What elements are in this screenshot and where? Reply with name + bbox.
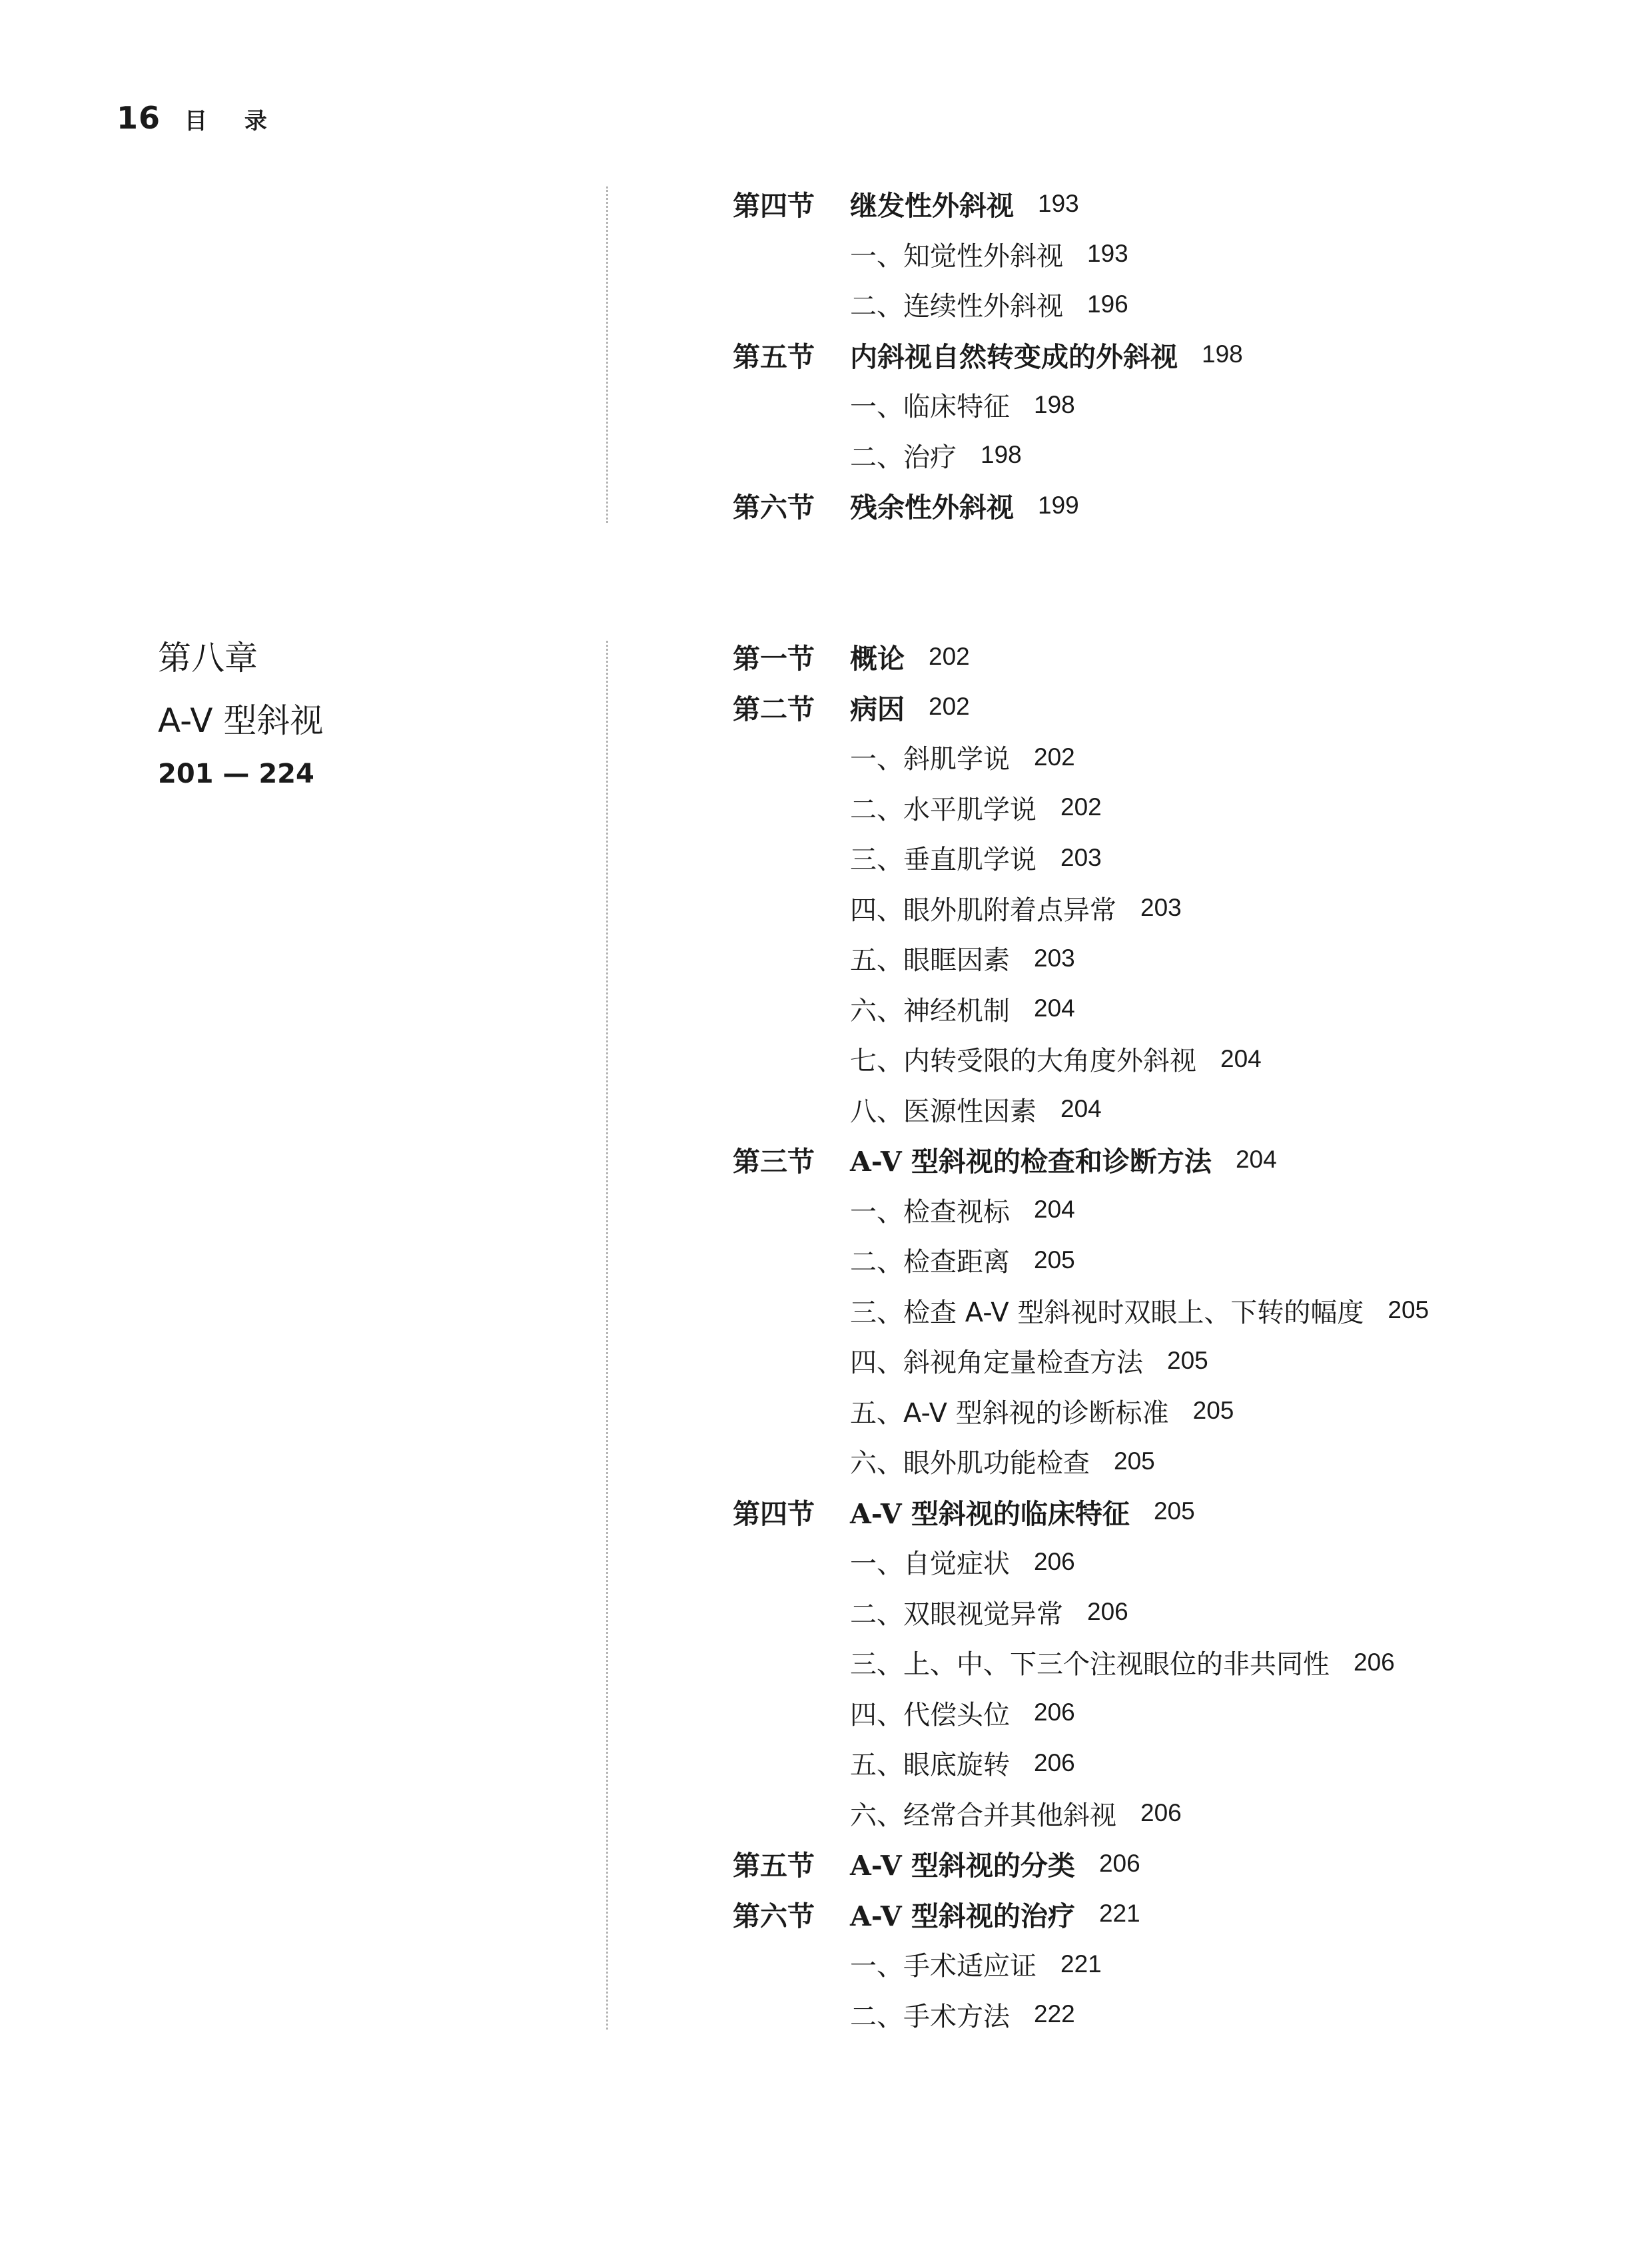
toc-item-entry (733, 783, 1429, 833)
section-number: 第五节 (733, 340, 815, 373)
section-title: A-V 型斜视的治疗 (850, 1900, 1075, 1932)
toc-item-entry (733, 430, 1243, 481)
section-number: 第六节 (733, 1900, 815, 1932)
item-title: 四、眼外肌附着点异常 (850, 895, 1116, 926)
toc-section-entry (733, 1838, 1429, 1889)
item-title: 二、手术方法 (850, 2001, 1010, 2032)
item-title: 六、经常合并其他斜视 (850, 1800, 1116, 1831)
toc-item-entry (733, 1185, 1429, 1236)
page-ref: 221 (1098, 1900, 1140, 1928)
section-title: 残余性外斜视 (850, 492, 1014, 524)
page-ref: 206 (1140, 1799, 1182, 1827)
dotted-divider (606, 641, 608, 2030)
toc-item-entry (733, 984, 1429, 1034)
section-title: 内斜视自然转变成的外斜视 (850, 340, 1178, 373)
page-ref: 206 (1034, 1547, 1075, 1575)
item-title: 六、神经机制 (850, 995, 1010, 1026)
toc-item-entry (733, 1386, 1429, 1437)
page-ref: 202 (929, 642, 970, 670)
page-ref: 202 (1034, 743, 1075, 771)
page-ref: 202 (929, 693, 970, 721)
toc-section-entry (733, 631, 1429, 682)
section-number: 第五节 (733, 1850, 815, 1882)
item-title: 二、检查距离 (850, 1247, 1010, 1278)
page-ref: 206 (1034, 1748, 1075, 1776)
toc-item-entry (733, 933, 1429, 984)
toc-block-chapter-8 (733, 631, 1429, 2040)
item-title: 六、眼外肌功能检查 (850, 1448, 1090, 1479)
section-number: 第二节 (733, 693, 815, 725)
page-ref: 205 (1153, 1497, 1195, 1525)
item-title: 一、临床特征 (850, 392, 1010, 423)
toc-item-entry (733, 1637, 1429, 1688)
toc-item-entry (733, 279, 1243, 330)
item-title: 一、斜肌学说 (850, 744, 1010, 775)
toc-section-entry (733, 682, 1429, 733)
page-ref: 206 (1034, 1698, 1075, 1726)
toc-item-entry (733, 732, 1429, 783)
item-title: 一、手术适应证 (850, 1951, 1036, 1982)
page-ref: 198 (1034, 390, 1075, 418)
page-ref: 205 (1167, 1346, 1208, 1374)
toc-item-entry (733, 1738, 1429, 1788)
toc-block-1 (733, 179, 1243, 531)
page-ref: 198 (981, 441, 1022, 469)
toc-item-entry (733, 1587, 1429, 1638)
section-title: 继发性外斜视 (850, 190, 1014, 222)
page-ref: 199 (1038, 491, 1079, 519)
page-ref: 204 (1034, 1196, 1075, 1224)
page-ref: 205 (1114, 1447, 1155, 1475)
toc-item-entry (733, 380, 1243, 430)
section-title: A-V 型斜视的检查和诊断方法 (850, 1146, 1212, 1178)
section-title: 概论 (850, 643, 905, 675)
page-header (117, 100, 282, 136)
toc-item-entry (733, 1286, 1429, 1336)
section-number: 第四节 (733, 1497, 815, 1530)
toc-item-entry (733, 1788, 1429, 1839)
toc-item-entry (733, 1688, 1429, 1738)
item-title: 五、眼底旋转 (850, 1750, 1010, 1781)
toc-item-entry (733, 1034, 1429, 1084)
item-title: 四、斜视角定量检查方法 (850, 1347, 1143, 1379)
page-ref: 193 (1087, 240, 1128, 268)
page-ref: 193 (1038, 189, 1079, 217)
item-title: 三、检查 A-V 型斜视时双眼上、下转的幅度 (850, 1297, 1364, 1328)
page-ref: 205 (1192, 1397, 1234, 1425)
toc-item-entry (733, 1235, 1429, 1286)
item-title: 一、检查视标 (850, 1196, 1010, 1228)
toc-section-entry (733, 480, 1243, 531)
page-ref: 203 (1060, 843, 1102, 871)
page-ref: 205 (1034, 1246, 1075, 1274)
toc-section-entry (733, 1134, 1429, 1185)
chapter-page-range: 201 — 224 (158, 759, 314, 789)
toc-section-entry (733, 179, 1243, 229)
page-ref: 222 (1034, 2000, 1075, 2028)
item-title: 二、水平肌学说 (850, 794, 1036, 825)
section-number: 第三节 (733, 1146, 815, 1178)
chapter-label: 第八章 (158, 639, 258, 677)
page-ref: 204 (1060, 1095, 1102, 1123)
item-title: 一、自觉症状 (850, 1549, 1010, 1580)
toc-item-entry (733, 229, 1243, 280)
section-number: 第四节 (733, 190, 815, 222)
section-number: 第一节 (733, 643, 815, 675)
section-title: A-V 型斜视的临床特征 (850, 1497, 1130, 1530)
toc-item-entry (733, 1990, 1429, 2040)
page-ref: 206 (1098, 1849, 1140, 1877)
item-title: 五、A-V 型斜视的诊断标准 (850, 1397, 1169, 1429)
item-title: 一、知觉性外斜视 (850, 240, 1063, 272)
toc-item-entry (733, 1436, 1429, 1487)
item-title: 二、连续性外斜视 (850, 291, 1063, 322)
page-ref: 221 (1060, 1950, 1102, 1978)
page-ref: 204 (1235, 1145, 1277, 1173)
item-title: 三、上、中、下三个注视眼位的非共同性 (850, 1649, 1330, 1681)
section-title: 病因 (850, 693, 905, 725)
item-title: 二、治疗 (850, 442, 957, 473)
page-ref: 206 (1354, 1648, 1395, 1676)
dotted-divider (606, 187, 608, 523)
page-ref: 204 (1034, 994, 1075, 1022)
page-ref: 203 (1140, 894, 1182, 922)
item-title: 四、代偿头位 (850, 1699, 1010, 1730)
toc-item-entry (733, 833, 1429, 883)
toc-item-entry (733, 883, 1429, 934)
chapter-heading (158, 636, 323, 791)
section-number: 第六节 (733, 492, 815, 524)
toc-section-entry (733, 330, 1243, 380)
page-ref: 205 (1388, 1296, 1430, 1324)
toc-item-entry (733, 1084, 1429, 1135)
page-ref: 204 (1220, 1044, 1262, 1072)
chapter-title: A-V 型斜视 (158, 701, 324, 740)
page-ref: 198 (1202, 340, 1243, 368)
item-title: 五、眼眶因素 (850, 945, 1010, 976)
page-ref: 203 (1034, 944, 1075, 972)
item-title: 七、内转受限的大角度外斜视 (850, 1046, 1196, 1077)
header-title: 目 录 (185, 108, 282, 135)
toc-item-entry (733, 1335, 1429, 1386)
item-title: 二、双眼视觉异常 (850, 1599, 1063, 1630)
toc-item-entry (733, 1537, 1429, 1587)
toc-section-entry (733, 1487, 1429, 1537)
toc-section-entry (733, 1889, 1429, 1940)
toc-item-entry (733, 1939, 1429, 1990)
page-ref: 206 (1087, 1598, 1128, 1626)
page-ref: 202 (1060, 793, 1102, 821)
page-ref: 196 (1087, 290, 1128, 318)
section-title: A-V 型斜视的分类 (850, 1850, 1075, 1882)
item-title: 八、医源性因素 (850, 1096, 1036, 1127)
item-title: 三、垂直肌学说 (850, 845, 1036, 876)
page-number: 16 (117, 100, 161, 136)
